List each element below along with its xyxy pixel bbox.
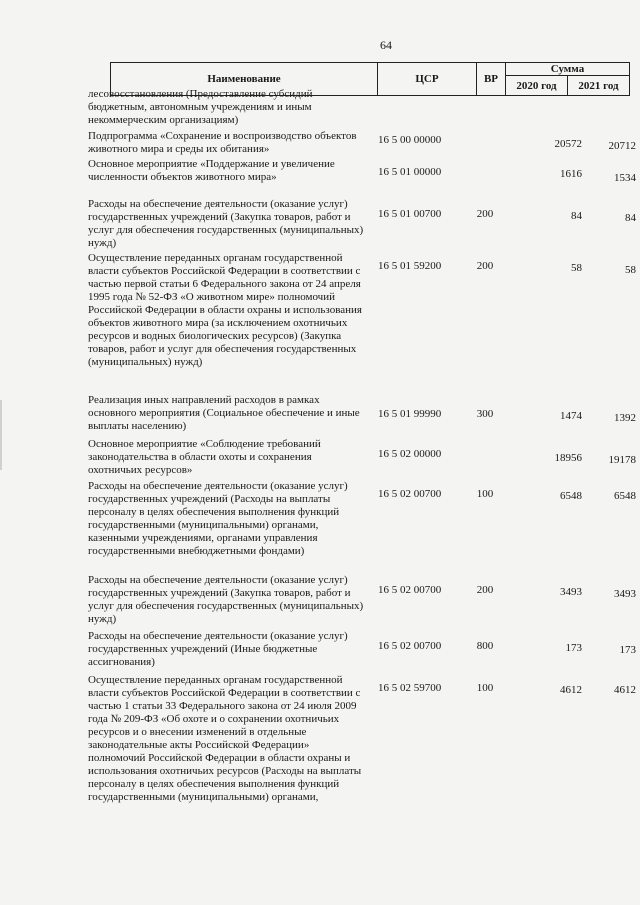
header-csr: ЦСР [377, 62, 477, 96]
row-sum-2020: 173 [565, 642, 582, 654]
row-sum-2021: 6548 [614, 490, 636, 502]
row-name: Основное мероприятие «Соблюдение требований законодательства в области охоты и сохранения охотничьих ресурсов» [88, 438, 321, 476]
row-vr: 200 [476, 584, 494, 596]
header-2021: 2021 год [567, 75, 630, 96]
row-name: Осуществление переданных органам государственной власти субъектов Российской Федерации в соответствии с частью 1 статьи 33 Федерального закона от 24 июля 2009 года № 209-ФЗ «Об охоте и о сохранении охотничьих ресурсов и о внесении изменений в отдельные законодательные акты Российской Федерации» полномочий Российской Федерации в области охраны и использования охотничьих ресурсов (Расходы на выплаты персоналу в целях обеспечения выполнения функций государственными (муниципальными) органами, [88, 674, 362, 803]
row-sum-2020: 3493 [560, 586, 582, 598]
row-sum-2020: 1616 [560, 168, 582, 180]
row-csr: 16 5 02 00700 [378, 640, 442, 652]
row-vr: 200 [476, 260, 494, 272]
header-2020: 2020 год [505, 75, 568, 96]
row-sum-2021: 173 [619, 644, 636, 656]
header-name: Наименование [110, 62, 378, 96]
row-csr: 16 5 02 00700 [378, 488, 442, 500]
row-sum-2020: 20572 [554, 138, 582, 150]
row-sum-2020: 1474 [560, 410, 582, 422]
row-csr: 16 5 01 00000 [378, 166, 442, 178]
header-sum: Сумма [505, 62, 630, 76]
header-vr: ВР [476, 62, 506, 96]
row-name: Расходы на обеспечение деятельности (оказание услуг) государственных учреждений (Иные бюджетные ассигнования) [88, 630, 348, 668]
row-name: Осуществление переданных органам государственной власти субъектов Российской Федерации в соответствии с частью первой статьи 6 Федерального закона от 24 апреля 1995 года № 52-ФЗ «О животном мире» полномочий Российской Федерации в области охраны и использования объектов животного мира (за исключением охотничьих ресурсов и водных биологических ресурсов) (Закупка товаров, работ и услуг для обеспечения государственных (муниципальных) нужд) [88, 252, 362, 368]
row-csr: 16 5 01 99990 [378, 408, 442, 420]
row-sum-2020: 84 [571, 210, 582, 222]
row-csr: 16 5 02 00700 [378, 584, 442, 596]
row-sum-2021: 20712 [608, 140, 636, 152]
row-name: Расходы на обеспечение деятельности (оказание услуг) государственных учреждений (Закупка товаров, работ и услуг для обеспечения государственных (муниципальных) нужд) [88, 198, 364, 249]
row-sum-2021: 84 [625, 212, 636, 224]
row-csr: 16 5 00 00000 [378, 134, 442, 146]
row-vr: 300 [476, 408, 494, 420]
row-sum-2021: 3493 [614, 588, 636, 600]
row-sum-2020: 6548 [560, 490, 582, 502]
row-vr: 800 [476, 640, 494, 652]
row-sum-2021: 1534 [614, 172, 636, 184]
row-vr: 200 [476, 208, 494, 220]
scan-margin-mark [0, 400, 2, 470]
row-sum-2020: 18956 [554, 452, 582, 464]
row-name: Подпрограмма «Сохранение и воспроизводство объектов животного мира и среды их обитания» [88, 130, 357, 155]
row-name: Основное мероприятие «Поддержание и увеличение численности объектов животного мира» [88, 158, 335, 183]
row-name: Расходы на обеспечение деятельности (оказание услуг) государственных учреждений (Закупка товаров, работ и услуг для обеспечения государственных (муниципальных) нужд) [88, 574, 364, 625]
row-vr: 100 [476, 488, 494, 500]
row-name: Реализация иных направлений расходов в рамках основного мероприятия (Социальное обеспечение и иные выплаты населению) [88, 394, 360, 432]
row-csr: 16 5 01 59200 [378, 260, 442, 272]
row-sum-2021: 1392 [614, 412, 636, 424]
row-name: лесовосстановления (Предоставление субсидий бюджетным, автономным учреждениям и иным некоммерческим организациям) [88, 88, 313, 126]
row-sum-2021: 19178 [608, 454, 636, 466]
row-csr: 16 5 02 59700 [378, 682, 442, 694]
row-csr: 16 5 01 00700 [378, 208, 442, 220]
row-name: Расходы на обеспечение деятельности (оказание услуг) государственных учреждений (Расходы на выплаты персоналу в целях обеспечения выполнения функций государственными (муниципальными) органами, казенными учреждениями, органами управления государственными внебюджетными фондами) [88, 480, 348, 557]
row-sum-2020: 4612 [560, 684, 582, 696]
page-number: 64 [380, 38, 392, 52]
row-sum-2021: 4612 [614, 684, 636, 696]
row-sum-2021: 58 [625, 264, 636, 276]
row-csr: 16 5 02 00000 [378, 448, 442, 460]
row-vr: 100 [476, 682, 494, 694]
row-sum-2020: 58 [571, 262, 582, 274]
